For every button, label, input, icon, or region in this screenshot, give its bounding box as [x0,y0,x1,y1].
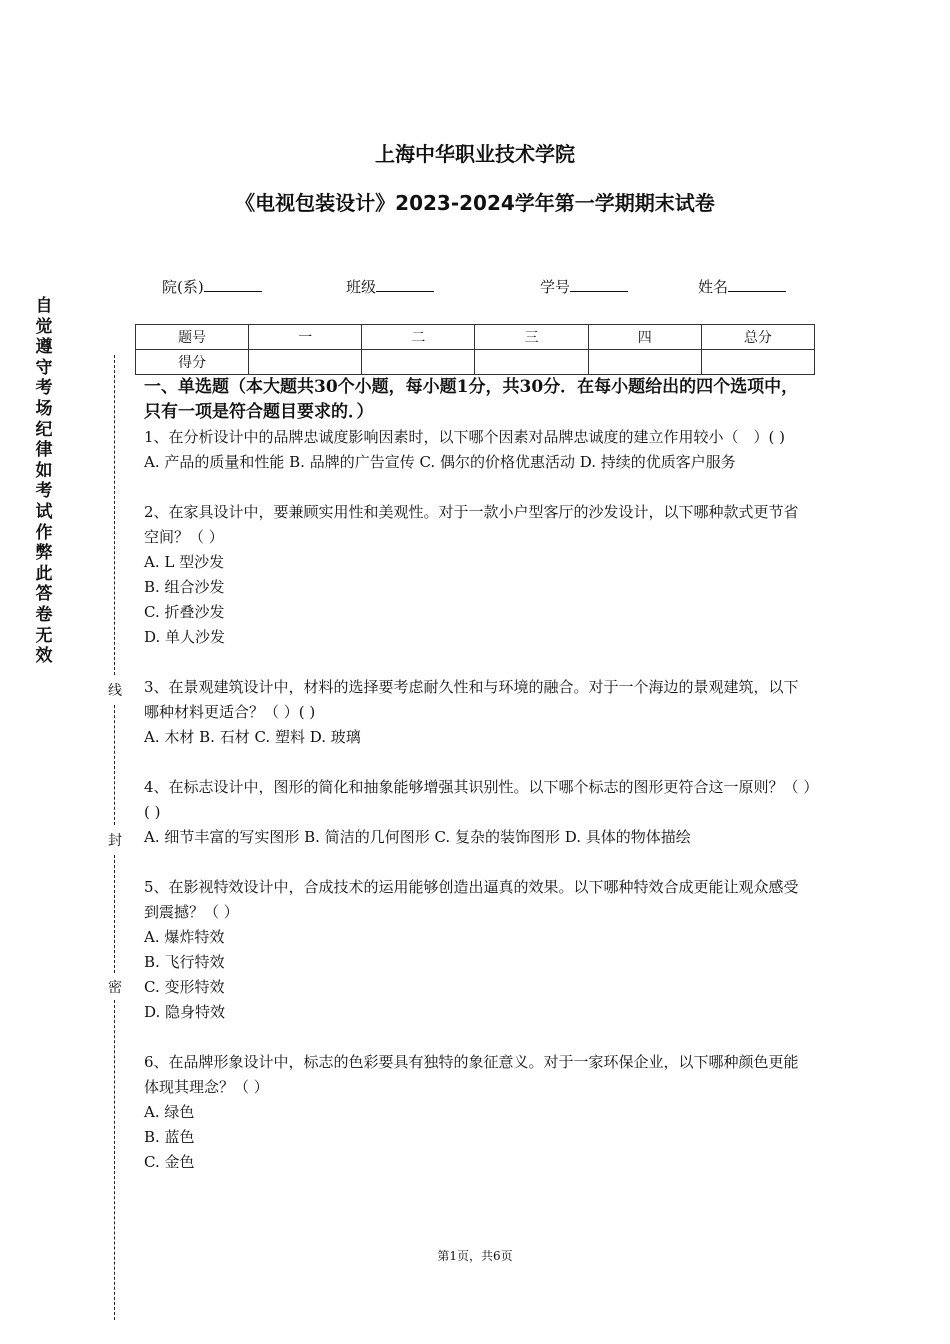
question-stem: 6、在品牌形象设计中，标志的色彩要具有独特的象征意义。对于一家环保企业，以下哪种颜色更能体现其理念？（ ） [144,1053,799,1096]
score-header-cell: 题号 [136,325,249,350]
option-b[interactable]: B. 飞行特效 [144,953,225,971]
question-options[interactable]: A. 产品的质量和性能 B. 品牌的广告宣传 C. 偶尔的价格优惠活动 D. 持续的优质客户服务 [144,453,736,471]
score-value-row [136,350,815,375]
binding-dash-line [114,705,115,825]
question-stem: 4、在标志设计中，图形的简化和抽象能够增强其识别性。以下哪个标志的图形更符合这一原则？（ ）( ) [144,778,811,821]
option-a[interactable]: A. L 型沙发 [144,553,225,571]
seal-mark-line: 线 [104,680,126,700]
binding-dash-line [114,1000,115,1320]
class-label: 班级 [346,278,377,296]
question-stem: 5、在影视特效设计中，合成技术的运用能够创造出逼真的效果。以下哪种特效合成更能让观众感受到震撼？（ ） [144,878,799,921]
score-header-cell: 四 [588,325,701,350]
question-stem: 3、在景观建筑设计中，材料的选择要考虑耐久性和与环境的融合。对于一个海边的景观建筑，以下哪种材料更适合？（ ）( ) [144,678,799,721]
option-c[interactable]: C. 变形特效 [144,978,225,996]
option-d[interactable]: D. 单人沙发 [144,628,226,646]
question-stem: 2、在家具设计中，要兼顾实用性和美观性。对于一款小户型客厅的沙发设计，以下哪种款式更节省空间？（ ） [144,503,799,546]
class-blank[interactable] [376,277,434,292]
school-title: 上海中华职业技术学院 [375,142,575,166]
question-stem: 1、在分析设计中的品牌忠诚度影响因素时，以下哪个因素对品牌忠诚度的建立作用较小（ ）( ) [144,428,786,446]
seal-mark-secret: 密 [104,977,126,997]
binding-dash-line [114,855,115,973]
option-b[interactable]: B. 蓝色 [144,1128,195,1146]
score-header-row [136,325,815,350]
score-cell[interactable] [362,350,475,375]
page-footer: 第1页，共6页 [437,1249,513,1263]
name-field[interactable] [698,276,786,297]
student-id-label: 学号 [540,278,571,296]
option-c[interactable]: C. 金色 [144,1153,195,1171]
exam-title: 《电视包装设计》2023-2024学年第一学期期末试卷 [235,191,715,215]
score-cell[interactable] [475,350,588,375]
section-heading: 一、单选题（本大题共30个小题，每小题1分，共30分．在每小题给出的四个选项中，只有一项是符合题目要求的．） [144,377,799,422]
option-c[interactable]: C. 折叠沙发 [144,603,225,621]
student-id-blank[interactable] [570,277,628,292]
score-cell[interactable] [701,350,814,375]
dept-label: 院(系) [162,278,204,296]
option-d[interactable]: D. 隐身特效 [144,1003,226,1021]
score-header-cell: 总分 [701,325,814,350]
binding-dash-line [114,355,115,675]
option-a[interactable]: A. 绿色 [144,1103,195,1121]
score-row-label: 得分 [136,350,249,375]
option-a[interactable]: A. 爆炸特效 [144,928,225,946]
name-label: 姓名 [698,278,729,296]
exam-discipline-notice: 自 觉 遵 守 考 场 纪 律 如 考 试 作 弊 此 答 卷 无 效 [35,296,53,667]
score-table [135,324,815,375]
name-blank[interactable] [728,277,786,292]
score-header-cell: 一 [249,325,362,350]
dept-blank[interactable] [204,277,262,292]
student-id-field[interactable] [540,276,628,297]
score-cell[interactable] [249,350,362,375]
class-field[interactable] [346,276,434,297]
seal-mark-seal: 封 [104,830,126,850]
questions-area [144,375,812,1175]
score-header-cell: 三 [475,325,588,350]
dept-field[interactable] [162,276,262,297]
score-header-cell: 二 [362,325,475,350]
option-b[interactable]: B. 组合沙发 [144,578,225,596]
score-cell[interactable] [588,350,701,375]
question-options[interactable]: A. 木材 B. 石材 C. 塑料 D. 玻璃 [144,728,361,746]
question-options[interactable]: A. 细节丰富的写实图形 B. 简洁的几何图形 C. 复杂的装饰图形 D. 具体的物体描绘 [144,828,691,846]
